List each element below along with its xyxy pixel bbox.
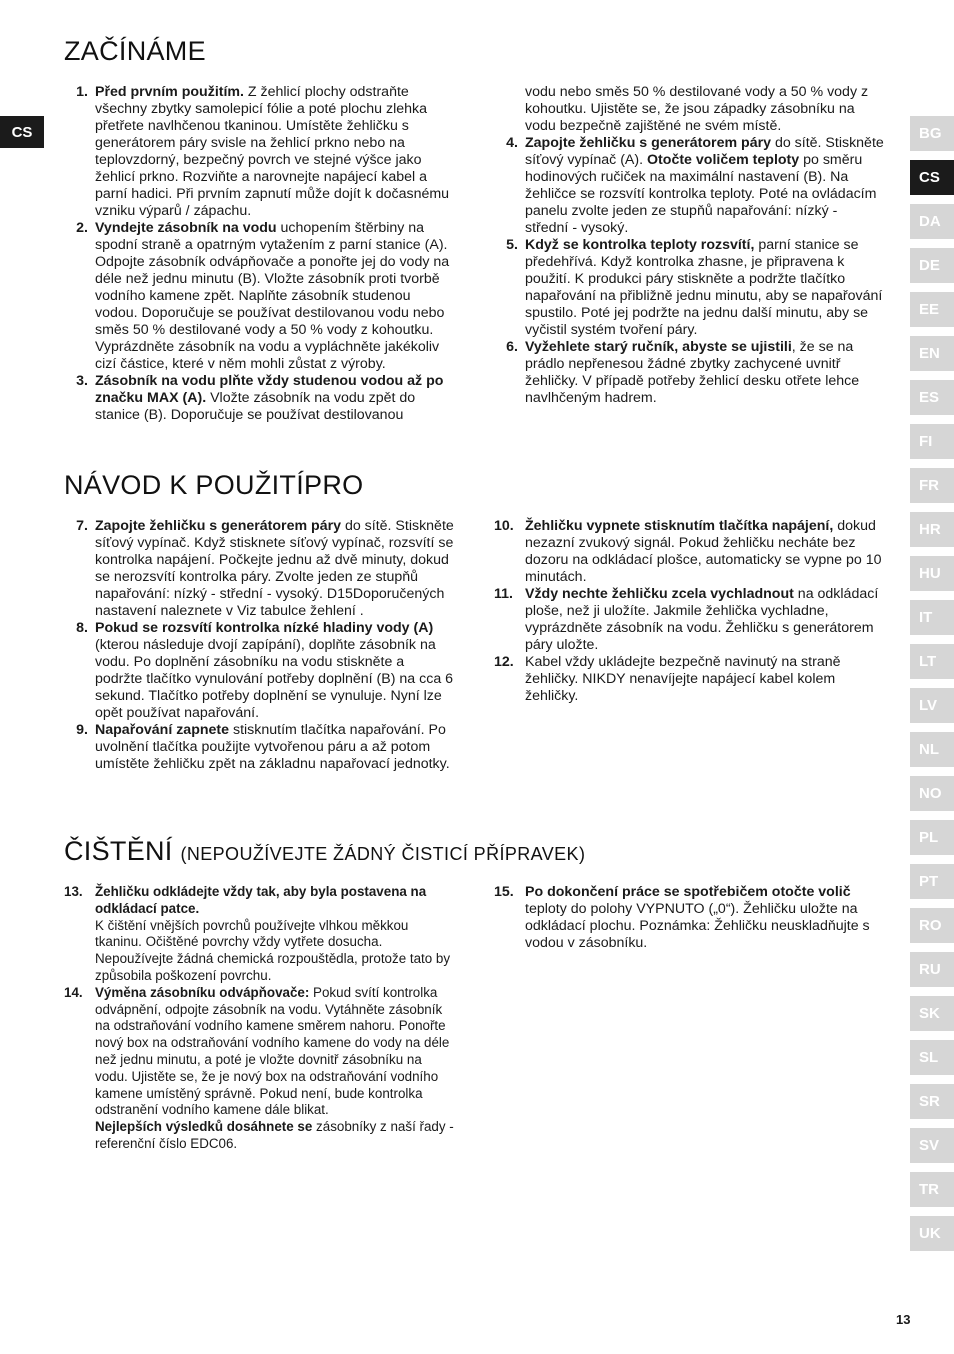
language-tabs	[910, 116, 954, 1260]
section-title-instructions: NÁVOD K POUŽITÍPRO	[64, 470, 364, 500]
section-title-cleaning	[64, 836, 585, 867]
language-tab-nl[interactable]: NL	[910, 732, 954, 767]
list-item: 8. Pokud se rozsvítí kontrolka nízké hladiny vody (A) (kterou následuje dvojí zapípání), doplňte zásobník na vodu. Po doplnění zásobníku na vodu stiskněte a podržte tlačítko vynulování potřeby doplnění (B) na cca 6 sekund. Tlačítko potřeby doplnění se vynuluje. Nyní lze opět používat napařování.	[76, 620, 454, 721]
language-tab-hr[interactable]: HR	[910, 512, 954, 547]
section2-right-column	[494, 518, 884, 705]
list-item: 2. Vyndejte zásobník na vodu uchopením štěrbiny na spodní straně a opatrným vytažením z parní stanice (A). Odpojte zásobník odvápňovače a ponořte jej do vody na déle než jednu minutu (B). Vložte zásobník proti tvorbě vodního kamene zpět. Naplňte zásobník studenou vodou. Doporučuje se používat destilovanou vodu nebo směs 50 % destilované vody a 50 % vody z kohoutku. Vyprázdněte zásobník na vodu a vypláchněte jakékoliv cizí částice, které v něm mohli zůstat z výroby.	[76, 220, 450, 372]
language-tab-lv[interactable]: LV	[910, 688, 954, 723]
section1-right-column	[494, 84, 884, 407]
section3-left-column	[64, 884, 454, 1153]
section-title-cleaning-main: ČIŠTĚNÍ	[64, 836, 173, 866]
language-tab-ru[interactable]: RU	[910, 952, 954, 987]
language-tab-it[interactable]: IT	[910, 600, 954, 635]
language-tab-sv[interactable]: SV	[910, 1128, 954, 1163]
continued-text: vodu nebo směs 50 % destilované vody a 50 % vody z kohoutku. Ujistěte se, že jsou západky zásobníku na vodu bezpečně zajištěné ne svém místě.	[525, 84, 869, 134]
list-item: 7. Zapojte žehličku s generátorem páry do sítě. Stiskněte síťový vypínač. Když stisknete síťový vypínač, rozsvítí se kontrolka napájení. Počkejte jednu až dvě minuty, dokud se nerozsvítí kontrolka páry. Zvolte jeden ze stupňů napařování: nízký - střední - vysoký. D15Doporučených nastavení naleznete v Viz tabulce žehlení .	[76, 518, 454, 619]
language-tab-da[interactable]: DA	[910, 204, 954, 239]
language-tab-fi[interactable]: FI	[910, 424, 954, 459]
list-item: 1. Před prvním použitím. Z žehlicí plochy odstraňte všechny zbytky samolepicí fólie a poté plochu zlehka přetřete navlhčenou tkaninou. Umístěte žehličku s generátorem páry svisle na žehlicí prkno nebo na teplovzdorný, bezpečný povrch ve stejné výšce jako žehlicí prkno. Rozviňte a narovnejte napájecí kabel a parní hadici. Při prvním zapnutí může dojít k dočasnému vzniku výparů / zápachu.	[76, 84, 450, 219]
language-tab-cs[interactable]: CS	[910, 160, 954, 195]
list-item: 4. Zapojte žehličku s generátorem páry do sítě. Stiskněte síťový vypínač (A). Otočte voličem teploty po směru hodinových ručiček na maximální nastavení (B). Na žehličce se rozsvítí kontrolka teploty. Poté na ovládacím panelu zvolte jeden ze stupňů napařování: nízký - střední - vysoký.	[506, 135, 884, 236]
language-tab-no[interactable]: NO	[910, 776, 954, 811]
language-tab-sr[interactable]: SR	[910, 1084, 954, 1119]
language-tab-left: CS	[0, 116, 44, 148]
language-tab-hu[interactable]: HU	[910, 556, 954, 591]
list-item: 5. Když se kontrolka teploty rozsvítí, parní stanice se předehřívá. Když kontrolka zhasne, je připravena k použití. K produkci páry stiskněte a podržte tlačítko napařování na přibližně jednu minutu, aby se napařování spustilo. Poté jej podržte na jednu další minutu, aby se vyčistil systém tvoření páry.	[506, 237, 883, 338]
list-item: 11. Vždy nechte žehličku zcela vychladnout na odkládací ploše, než ji uložíte. Jakmile žehlička vychladne, vyprázdněte zásobník na vodu. Žehličku s generátorem páry uložte.	[494, 586, 879, 653]
list-item: 14. Výměna zásobníku odvápňovače: Pokud svítí kontrolka odvápnění, odpojte zásobník na vodu. Vytáhněte zásobník na odstraňování vodního kamene směrem nahoru. Ponořte nový box na odstraňování vodního kamene do vody na déle než jednu minutu, a poté je vložte dovnitř zásobníku na vodu. Ujistěte se, že je nový box na odstraňování vodního kamene umístěný správně. Pokud není, bude kontrolka odstranění vodního kamene dále blikat. Nejlepších výsledků dosáhnete se zásobníky z naší řady - referenční číslo EDC06.	[64, 984, 454, 1151]
list-item: 15. Po dokončení práce se spotřebičem otočte volič teploty do polohy VYPNUTO („0“). Žehličku uložte na odkládací plochu. Poznámka: Žehličku neuskladňujte s vodou v zásobníku.	[494, 884, 870, 951]
section-title-cleaning-subtitle: (NEPOUŽÍVEJTE ŽÁDNÝ ČISTICÍ PŘÍPRAVEK)	[180, 844, 586, 864]
language-tab-sk[interactable]: SK	[910, 996, 954, 1031]
language-tab-en[interactable]: EN	[910, 336, 954, 371]
page-number: 13	[896, 1312, 911, 1327]
list-item: 9. Napařování zapnete stisknutím tlačítka napařování. Po uvolnění tlačítka použijte vytvořenou páru a až potom umístěte žehličku zpět na základnu napařovací jednotky.	[76, 722, 450, 772]
language-tab-pt[interactable]: PT	[910, 864, 954, 899]
list-item: 6. Vyžehlete starý ručník, abyste se ujistili, že se na prádlo nepřenesou žádné zbytky zachycené uvnitř žehličky. V případě potřeby žehlicí desku otřete lehce navlhčeným hadrem.	[506, 339, 860, 406]
list-item: 3. Zásobník na vodu plňte vždy studenou vodou až po značku MAX (A). Vložte zásobník na vodu zpět do stanice (B). Doporučuje se používat destilovanou	[76, 373, 444, 423]
language-tab-uk[interactable]: UK	[910, 1216, 954, 1251]
language-tab-tr[interactable]: TR	[910, 1172, 954, 1207]
list-item: 13. Žehličku odkládejte vždy tak, aby byla postavena na odkládací patce. K čištění vnějších povrchů používejte vlhkou měkkou tkaninu. Očištěné povrchy vždy vytřete dosucha. Nepoužívejte žádná chemická rozpouštědla, protože tato by způsobila poškození povrchu.	[64, 884, 451, 983]
language-tab-pl[interactable]: PL	[910, 820, 954, 855]
list-item: 10. Žehličku vypnete stisknutím tlačítka napájení, dokud nezazní zvukový signál. Pokud žehličku necháte bez dozoru na odkládací plošce, automaticky se vypne po 10 minutách.	[494, 518, 882, 585]
language-tab-sl[interactable]: SL	[910, 1040, 954, 1075]
section-title-getting-started: ZAČÍNÁME	[64, 36, 206, 66]
list-item: 12. Kabel vždy ukládejte bezpečně navinutý na straně žehličky. NIKDY nenavíjejte napájecí kabel kolem žehličky.	[494, 654, 841, 704]
section1-left-column	[64, 84, 454, 424]
language-tab-es[interactable]: ES	[910, 380, 954, 415]
language-tab-ro[interactable]: RO	[910, 908, 954, 943]
section2-left-column	[64, 518, 454, 773]
section3-right-column	[494, 884, 884, 952]
language-tab-de[interactable]: DE	[910, 248, 954, 283]
language-tab-ee[interactable]: EE	[910, 292, 954, 327]
language-tab-bg[interactable]: BG	[910, 116, 954, 151]
language-tab-lt[interactable]: LT	[910, 644, 954, 679]
language-tab-fr[interactable]: FR	[910, 468, 954, 503]
